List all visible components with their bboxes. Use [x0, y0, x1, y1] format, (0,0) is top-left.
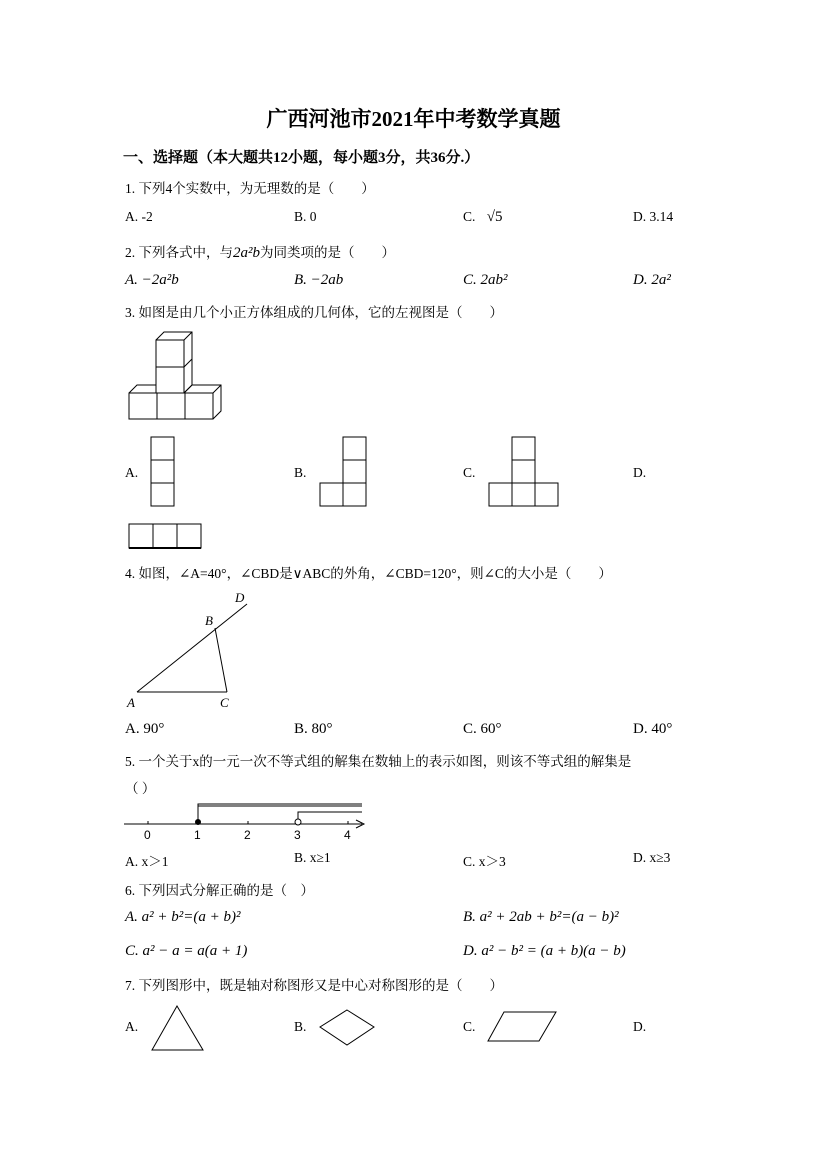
- q6-option-a: A. a² + b²=(a + b)²: [125, 909, 241, 925]
- q5-option-d: D. x≥3: [633, 850, 671, 865]
- q3-option-c-label: C.: [463, 465, 476, 480]
- q4-option-c: C. 60°: [463, 721, 502, 737]
- q1-option-b: B. 0: [294, 209, 317, 224]
- q1-option-d: D. 3.14: [633, 209, 674, 224]
- q2-option-a: A. −2a²b: [125, 272, 179, 288]
- q3-option-d-label: D.: [633, 465, 647, 480]
- q2-option-c: C. 2ab²: [463, 272, 508, 288]
- q6-option-d: D. a² − b² = (a + b)(a − b): [463, 943, 626, 959]
- q1-option-c-label: C.: [463, 209, 476, 224]
- q2-stem-pre: 2. 下列各式中，与: [125, 245, 233, 260]
- q5-tick-0: 0: [144, 828, 151, 842]
- question-3-stem: 3. 如图是由几个小正方体组成的几何体，它的左视图是（ ）: [125, 305, 503, 320]
- q7-rhombus-icon: [318, 1008, 376, 1048]
- q7-option-d-label: D.: [633, 1019, 647, 1034]
- q7-option-c-label: C.: [463, 1019, 476, 1034]
- q5-tick-4: 4: [344, 828, 351, 842]
- q3-option-a-label: A.: [125, 465, 139, 480]
- q5-option-b: B. x≥1: [294, 850, 331, 865]
- q4-option-d: D. 40°: [633, 721, 673, 737]
- q6-option-b: B. a² + 2ab + b²=(a − b)²: [463, 909, 619, 925]
- q7-option-b-label: B.: [294, 1019, 307, 1034]
- q3-option-c-figure: [488, 436, 562, 508]
- q4-option-b: B. 80°: [294, 721, 333, 737]
- section-heading: 一、选择题（本大题共12小题，每小题3分，共36分.）: [123, 150, 480, 166]
- q5-tick-1: 1: [194, 828, 201, 842]
- q2-option-b: B. −2ab: [294, 272, 344, 288]
- q6-option-c: C. a² − a = a(a + 1): [125, 943, 248, 959]
- q1-option-a: A. -2: [125, 209, 153, 224]
- q1-option-c-math: √5: [486, 209, 503, 225]
- q4-label-d: D: [235, 590, 245, 605]
- q4-label-a: A: [127, 695, 135, 710]
- q4-label-b: B: [205, 613, 213, 628]
- q1-option-c: [463, 209, 503, 226]
- q7-triangle-icon: [150, 1004, 206, 1052]
- question-2-stem: [125, 241, 395, 262]
- q4-option-a: A. 90°: [125, 721, 165, 737]
- q3-option-d-figure: [128, 523, 202, 549]
- q5-tick-3: 3: [294, 828, 301, 842]
- q3-solid-figure: [128, 330, 228, 420]
- q4-label-c: C: [220, 695, 229, 710]
- page-title: 广西河池市2021年中考数学真题: [266, 107, 561, 131]
- q5-number-line: [124, 800, 369, 845]
- question-1-stem: 1. 下列4个实数中，为无理数的是（ ）: [125, 181, 375, 196]
- question-5-stem-line1: 5. 一个关于x的一元一次不等式组的解集在数轴上的表示如图，则该不等式组的解集是: [125, 754, 632, 769]
- question-6-stem: 6. 下列因式分解正确的是（ ）: [125, 883, 314, 898]
- q2-option-d: D. 2a²: [633, 272, 671, 288]
- q2-stem-post: 为同类项的是（ ）: [260, 245, 395, 260]
- q5-option-c: C. x＞3: [463, 854, 506, 869]
- question-4-stem: 4. 如图，∠A=40°，∠CBD是∨ABC的外角，∠CBD=120°，则∠C的大小是（ ）: [125, 566, 612, 581]
- q3-option-b-figure: [319, 436, 369, 508]
- q7-option-a-label: A.: [125, 1019, 139, 1034]
- question-5-stem-line2: （ ）: [125, 781, 156, 796]
- q4-triangle-figure: [125, 590, 255, 712]
- q3-option-a-figure: [150, 436, 176, 508]
- q3-option-b-label: B.: [294, 465, 307, 480]
- question-7-stem: 7. 下列图形中，既是轴对称图形又是中心对称图形的是（ ）: [125, 978, 503, 993]
- q7-parallelogram-icon: [486, 1010, 558, 1044]
- q5-tick-2: 2: [244, 828, 251, 842]
- q2-stem-math: 2a²b: [233, 245, 260, 261]
- q5-option-a: A. x＞1: [125, 854, 169, 869]
